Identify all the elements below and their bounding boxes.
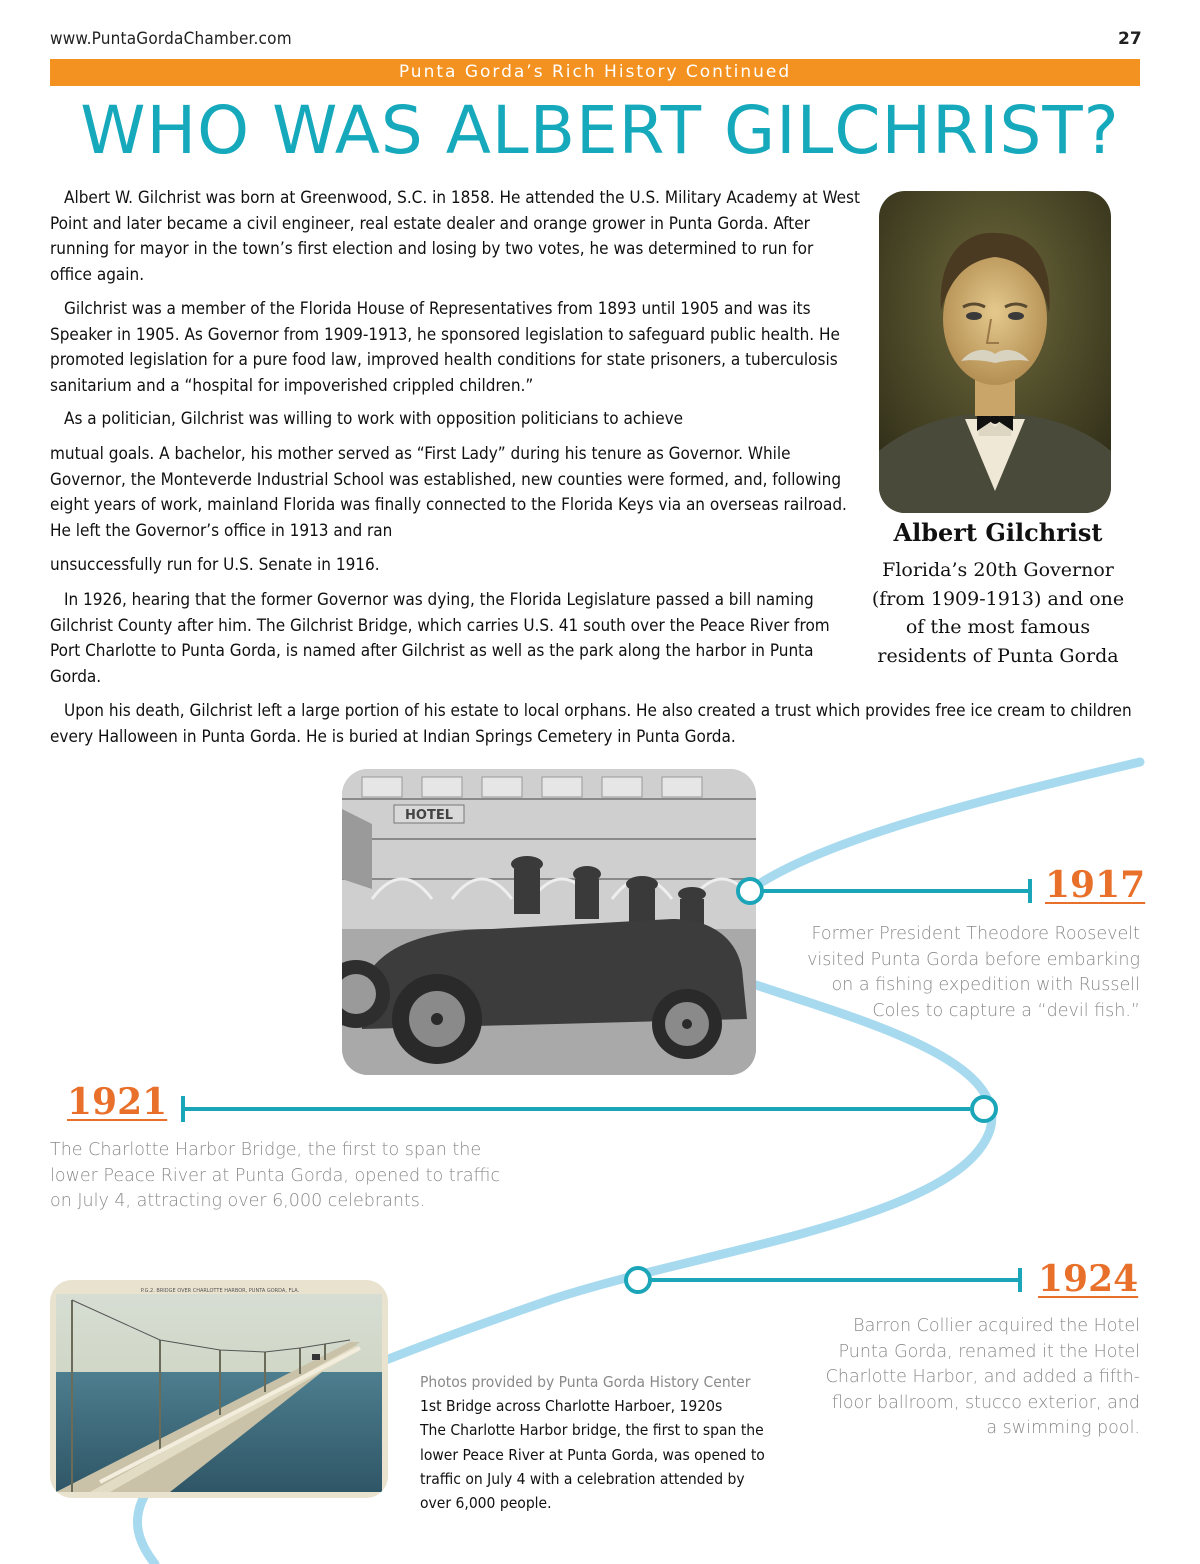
- portrait-caption: Florida’s 20th Governor (from 1909-1913) and one of the most famous residents of Punta Gorda: [871, 559, 1125, 667]
- page-number: 27: [1118, 29, 1142, 49]
- timeline-year-1924: 1924: [1038, 1258, 1139, 1300]
- body-paragraph: Gilchrist was a member of the Florida House of Representatives from 1893 until 1905 and was its Speaker in 1905. As Governor from 1909-1913, he sponsored legislation to safeguard public health. He promoted legislation for a pure food law, improved health conditions for state prisoners, a tuberculosis sanitarium and a “hospital for impoverished crippled children.”: [50, 299, 840, 396]
- timeline-year-1921: 1921: [67, 1081, 168, 1123]
- timeline-event-1917: Former President Theodore Roosevelt visited Punta Gorda before embarking on a fishing expedition with Russell Coles to capture a “devil fish.”: [807, 924, 1140, 1021]
- body-paragraph: Upon his death, Gilchrist left a large portion of his estate to local orphans. He also created a trust which provides free ice cream to children every Halloween in Punta Gorda. He is buried at Indian Springs Cemetery in Punta Gorda.: [50, 701, 1132, 747]
- timeline-connector-1917: [735, 876, 1035, 906]
- bridge-postcard-photo: [50, 1280, 388, 1498]
- timeline-event-1921: The Charlotte Harbor Bridge, the first to span the lower Peace River at Punta Gorda, opened to traffic on July 4, attracting over 6,000 celebrants.: [50, 1140, 501, 1211]
- hotel-car-photo: [342, 769, 756, 1075]
- timeline-connector-1921: [175, 1094, 1005, 1124]
- postcard-caption-text: P.G.2. BRIDGE OVER CHARLOTTE HARBOR, PUNTA GORDA, FLA.: [140, 1288, 300, 1294]
- timeline-connector-1924: [622, 1265, 1027, 1295]
- body-paragraph: unsuccessfully run for U.S. Senate in 1916.: [50, 555, 380, 575]
- timeline-year-1917: 1917: [1045, 864, 1146, 906]
- gilchrist-portrait: [879, 191, 1111, 513]
- photo-credit-caption: [420, 1370, 770, 1515]
- page-title: WHO WAS ALBERT GILCHRIST?: [80, 92, 1120, 169]
- hotel-sign-text: HOTEL: [405, 808, 453, 823]
- body-paragraph: As a politician, Gilchrist was willing to work with opposition politicians to achieve: [64, 409, 684, 429]
- section-banner: Punta Gorda’s Rich History Continued: [50, 59, 1140, 86]
- photo-credit: Photos provided by Punta Gorda History Center: [420, 1373, 751, 1391]
- body-paragraph: In 1926, hearing that the former Governor was dying, the Florida Legislature passed a bill naming Gilchrist County after him. The Gilchrist Bridge, which carries U.S. 41 south over the Peace River from Port Charlotte to Punta Gorda, is named after Gilchrist as well as the park along the harbor in Punta Gorda.: [50, 590, 830, 687]
- body-paragraph: mutual goals. A bachelor, his mother served as “First Lady” during his tenure as Governor. While Governor, the Monteverde Industrial School was established, new counties were formed, and, following eight years of work, mainland Florida was finally connected to the Florida Keys via an overseas railroad. He left the Governor’s office in 1913 and ran: [50, 444, 847, 541]
- body-paragraph: Albert W. Gilchrist was born at Greenwood, S.C. in 1858. He attended the U.S. Military Academy at West Point and later became a civil engineer, real estate dealer and orange grower in Punta Gorda. After running for mayor in the town’s first election and losing by two votes, he was determined to run for office again.: [50, 188, 860, 285]
- photo-caption-text: The Charlotte Harbor bridge, the first to span the lower Peace River at Punta Gorda, was opened to traffic on July 4 with a celebration attended by over 6,000 people.: [420, 1421, 765, 1513]
- site-url[interactable]: www.PuntaGordaChamber.com: [50, 29, 292, 49]
- portrait-name: Albert Gilchrist: [893, 518, 1103, 547]
- timeline-event-1924: Barron Collier acquired the Hotel Punta Gorda, renamed it the Hotel Charlotte Harbor, and added a fifth-floor ballroom, stucco exterior, and a swimming pool.: [825, 1316, 1140, 1438]
- photo-caption-title: 1st Bridge across Charlotte Harboer, 1920s: [420, 1397, 723, 1416]
